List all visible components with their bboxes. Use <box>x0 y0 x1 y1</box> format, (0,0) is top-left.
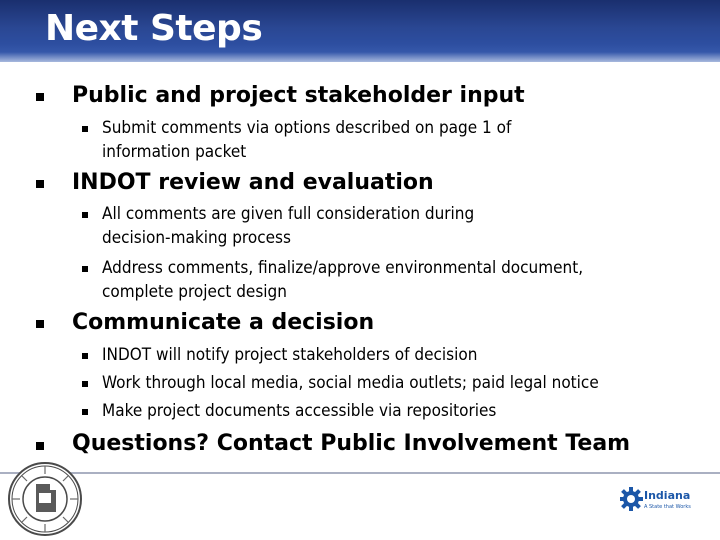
list-item: INDOT will notify project stakeholders of decision <box>102 345 478 365</box>
bullet-square-icon <box>36 93 44 101</box>
list-item: All comments are given full consideration during decision-making process <box>102 204 475 248</box>
logo-text: Indiana <box>644 489 691 502</box>
sub-bullet-square-icon <box>82 212 88 218</box>
sub-bullet-square-icon <box>82 381 88 387</box>
list-item: Address comments, finalize/approve environmental document, complete project design <box>102 258 584 302</box>
list-item: Submit comments via options described on page 1 of information packet <box>102 118 512 162</box>
bullet-square-icon <box>36 320 44 328</box>
section-heading: Public and project stakeholder input <box>72 83 525 108</box>
section-heading: Questions? Contact Public Involvement Team <box>72 431 631 456</box>
footer-divider <box>0 472 720 474</box>
list-item: Work through local media, social media outlets; paid legal notice <box>102 373 599 393</box>
sub-bullet-square-icon <box>82 266 88 272</box>
indot-seal-icon <box>6 460 84 538</box>
indiana-logo-icon <box>620 484 696 514</box>
section-heading: INDOT review and evaluation <box>72 170 434 195</box>
list-item: Make project documents accessible via repositories <box>102 401 497 421</box>
bullet-square-icon <box>36 180 44 188</box>
sub-bullet-square-icon <box>82 353 88 359</box>
logo-tagline: A State that Works <box>644 504 691 510</box>
sub-bullet-square-icon <box>82 409 88 415</box>
section-heading: Communicate a decision <box>72 310 375 335</box>
slide-title: Next Steps <box>45 8 263 49</box>
sub-bullet-square-icon <box>82 126 88 132</box>
bullet-square-icon <box>36 442 44 450</box>
